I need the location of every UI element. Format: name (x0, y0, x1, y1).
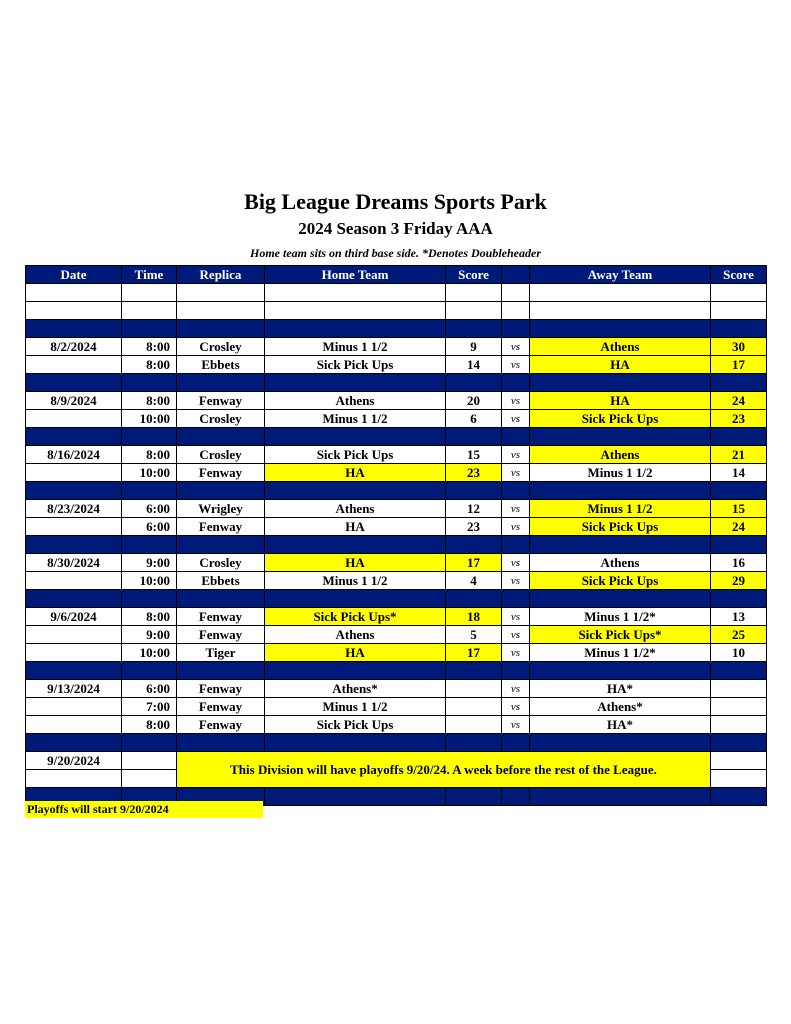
game-row (26, 698, 767, 716)
empty-cell (122, 284, 177, 302)
col-home-team: Home Team (265, 266, 446, 284)
game-field: Fenway (177, 464, 265, 482)
game-time: 9:00 (122, 554, 177, 572)
vs-label: vs (502, 554, 530, 572)
game-date: 9/13/2024 (26, 680, 122, 698)
empty-cell (26, 302, 122, 320)
empty-cell (177, 734, 265, 752)
empty-cell (265, 302, 446, 320)
away-team: Athens (530, 338, 711, 356)
game-row (26, 626, 767, 644)
game-field: Crosley (177, 446, 265, 464)
empty-cell (502, 590, 530, 608)
schedule-note: Home team sits on third base side. *Denotes Doubleheader (250, 246, 541, 260)
empty-cell (122, 752, 177, 770)
empty-cell (502, 374, 530, 392)
empty-cell (446, 284, 502, 302)
vs-label: vs (502, 626, 530, 644)
game-field: Fenway (177, 518, 265, 536)
away-team: Minus 1 1/2* (530, 644, 711, 662)
game-field: Crosley (177, 410, 265, 428)
game-date: 8/9/2024 (26, 392, 122, 410)
game-date: 8/30/2024 (26, 554, 122, 572)
empty-cell (265, 536, 446, 554)
away-score: 15 (711, 500, 767, 518)
game-date: 8/16/2024 (26, 446, 122, 464)
vs-label: vs (502, 356, 530, 374)
blank-row (26, 284, 767, 302)
playoff-row (26, 752, 767, 770)
away-score: 10 (711, 644, 767, 662)
game-row (26, 644, 767, 662)
separator-row (26, 590, 767, 608)
game-time: 7:00 (122, 698, 177, 716)
game-time: 6:00 (122, 500, 177, 518)
playoff-message: This Division will have playoffs 9/20/24. A week before the rest of the League. (177, 752, 711, 788)
empty-cell (177, 302, 265, 320)
empty-cell (122, 302, 177, 320)
home-team: Sick Pick Ups (265, 356, 446, 374)
home-score: 23 (446, 464, 502, 482)
game-field: Tiger (177, 644, 265, 662)
page-title: Big League Dreams Sports Park (244, 189, 547, 214)
empty-cell (530, 734, 711, 752)
game-field: Crosley (177, 554, 265, 572)
col-away-team: Away Team (530, 266, 711, 284)
empty-cell (502, 536, 530, 554)
away-team: Sick Pick Ups (530, 572, 711, 590)
game-time: 8:00 (122, 338, 177, 356)
header-row (26, 266, 767, 284)
game-row (26, 572, 767, 590)
home-score: 20 (446, 392, 502, 410)
separator-row (26, 320, 767, 338)
vs-label: vs (502, 608, 530, 626)
empty-cell (26, 734, 122, 752)
empty-cell (177, 536, 265, 554)
away-score: 13 (711, 608, 767, 626)
playoffs-note: Playoffs will start 9/20/2024 (25, 801, 263, 818)
game-row (26, 338, 767, 356)
empty-cell (711, 536, 767, 554)
empty-cell (711, 428, 767, 446)
empty-cell (530, 482, 711, 500)
empty-cell (122, 590, 177, 608)
empty-cell (711, 482, 767, 500)
game-time: 6:00 (122, 680, 177, 698)
vs-label: vs (502, 572, 530, 590)
empty-cell (122, 536, 177, 554)
game-date (26, 356, 122, 374)
home-team: Minus 1 1/2 (265, 572, 446, 590)
away-score: 24 (711, 392, 767, 410)
empty-cell (711, 662, 767, 680)
home-team: Sick Pick Ups (265, 716, 446, 734)
game-row (26, 446, 767, 464)
away-score (711, 698, 767, 716)
empty-cell (122, 662, 177, 680)
empty-cell (446, 428, 502, 446)
game-date: 8/23/2024 (26, 500, 122, 518)
home-score: 17 (446, 554, 502, 572)
col-replica: Replica (177, 266, 265, 284)
col-away-score: Score (711, 266, 767, 284)
empty-cell (26, 428, 122, 446)
home-score: 23 (446, 518, 502, 536)
empty-cell (446, 536, 502, 554)
away-team: HA* (530, 716, 711, 734)
game-field: Fenway (177, 392, 265, 410)
game-time: 9:00 (122, 626, 177, 644)
away-team: Minus 1 1/2 (530, 500, 711, 518)
empty-cell (446, 734, 502, 752)
empty-cell (26, 590, 122, 608)
home-team: HA (265, 464, 446, 482)
empty-cell (530, 788, 711, 806)
empty-cell (26, 284, 122, 302)
empty-cell (122, 482, 177, 500)
game-row (26, 518, 767, 536)
game-time: 10:00 (122, 644, 177, 662)
empty-cell (122, 374, 177, 392)
empty-cell (265, 320, 446, 338)
separator-row (26, 734, 767, 752)
vs-label: vs (502, 500, 530, 518)
vs-label: vs (502, 518, 530, 536)
empty-cell (446, 482, 502, 500)
game-field: Crosley (177, 338, 265, 356)
home-team: Athens (265, 626, 446, 644)
game-date (26, 464, 122, 482)
home-score: 9 (446, 338, 502, 356)
away-team: Athens (530, 554, 711, 572)
empty-cell (711, 752, 767, 770)
empty-cell (26, 482, 122, 500)
vs-label: vs (502, 698, 530, 716)
empty-cell (26, 320, 122, 338)
game-row (26, 716, 767, 734)
blank-row (26, 302, 767, 320)
away-team: Minus 1 1/2* (530, 608, 711, 626)
away-score: 30 (711, 338, 767, 356)
game-row (26, 608, 767, 626)
home-team: Athens* (265, 680, 446, 698)
home-score: 12 (446, 500, 502, 518)
empty-cell (177, 662, 265, 680)
empty-cell (446, 374, 502, 392)
empty-cell (502, 788, 530, 806)
empty-cell (177, 320, 265, 338)
empty-cell (502, 320, 530, 338)
separator-row (26, 536, 767, 554)
game-row (26, 464, 767, 482)
vs-label: vs (502, 410, 530, 428)
empty-cell (711, 590, 767, 608)
away-score: 23 (711, 410, 767, 428)
empty-cell (26, 536, 122, 554)
away-team: Athens* (530, 698, 711, 716)
game-row (26, 500, 767, 518)
game-time: 8:00 (122, 608, 177, 626)
empty-cell (265, 284, 446, 302)
empty-cell (711, 302, 767, 320)
empty-cell (530, 302, 711, 320)
vs-label: vs (502, 644, 530, 662)
away-score: 14 (711, 464, 767, 482)
empty-cell (177, 374, 265, 392)
empty-cell (530, 374, 711, 392)
home-score: 18 (446, 608, 502, 626)
empty-cell (177, 482, 265, 500)
game-time: 8:00 (122, 356, 177, 374)
separator-row (26, 428, 767, 446)
game-date (26, 572, 122, 590)
empty-cell (711, 770, 767, 788)
empty-cell (502, 482, 530, 500)
game-field: Fenway (177, 716, 265, 734)
home-score (446, 680, 502, 698)
empty-cell (446, 788, 502, 806)
empty-cell (26, 770, 122, 788)
schedule-table (25, 265, 767, 806)
home-team: Sick Pick Ups* (265, 608, 446, 626)
home-team: Athens (265, 500, 446, 518)
empty-cell (530, 320, 711, 338)
empty-cell (530, 536, 711, 554)
game-field: Wrigley (177, 500, 265, 518)
game-row (26, 554, 767, 572)
empty-cell (177, 428, 265, 446)
game-field: Fenway (177, 698, 265, 716)
game-field: Ebbets (177, 572, 265, 590)
separator-row (26, 374, 767, 392)
home-team: Minus 1 1/2 (265, 698, 446, 716)
empty-cell (265, 428, 446, 446)
empty-cell (122, 428, 177, 446)
away-score: 21 (711, 446, 767, 464)
game-time: 8:00 (122, 446, 177, 464)
home-team: HA (265, 554, 446, 572)
home-score: 14 (446, 356, 502, 374)
empty-cell (502, 302, 530, 320)
away-score: 25 (711, 626, 767, 644)
home-score: 6 (446, 410, 502, 428)
away-score: 17 (711, 356, 767, 374)
game-date (26, 716, 122, 734)
empty-cell (530, 428, 711, 446)
home-team: HA (265, 518, 446, 536)
empty-cell (711, 320, 767, 338)
empty-cell (502, 284, 530, 302)
empty-cell (711, 284, 767, 302)
home-score: 15 (446, 446, 502, 464)
vs-label: vs (502, 446, 530, 464)
empty-cell (177, 590, 265, 608)
home-score: 5 (446, 626, 502, 644)
away-team: Minus 1 1/2 (530, 464, 711, 482)
game-field: Fenway (177, 608, 265, 626)
away-team: Sick Pick Ups (530, 518, 711, 536)
game-date (26, 698, 122, 716)
away-team: Sick Pick Ups* (530, 626, 711, 644)
game-date (26, 410, 122, 428)
game-row (26, 392, 767, 410)
game-time: 10:00 (122, 464, 177, 482)
empty-cell (711, 734, 767, 752)
away-score: 16 (711, 554, 767, 572)
home-score (446, 716, 502, 734)
empty-cell (265, 374, 446, 392)
away-team: HA* (530, 680, 711, 698)
game-time: 10:00 (122, 410, 177, 428)
col-date: Date (26, 266, 122, 284)
empty-cell (502, 428, 530, 446)
empty-cell (446, 320, 502, 338)
home-score: 17 (446, 644, 502, 662)
empty-cell (530, 284, 711, 302)
empty-cell (711, 374, 767, 392)
away-score: 29 (711, 572, 767, 590)
empty-cell (502, 662, 530, 680)
vs-label: vs (502, 392, 530, 410)
away-team: Athens (530, 446, 711, 464)
empty-cell (530, 662, 711, 680)
empty-cell (446, 302, 502, 320)
away-team: HA (530, 356, 711, 374)
game-field: Fenway (177, 626, 265, 644)
empty-cell (446, 590, 502, 608)
empty-cell (265, 788, 446, 806)
empty-cell (26, 662, 122, 680)
home-team: Sick Pick Ups (265, 446, 446, 464)
empty-cell (711, 788, 767, 806)
col-vs (502, 266, 530, 284)
away-score (711, 680, 767, 698)
col-home-score: Score (446, 266, 502, 284)
home-score (446, 698, 502, 716)
game-date: 9/6/2024 (26, 608, 122, 626)
col-time: Time (122, 266, 177, 284)
vs-label: vs (502, 338, 530, 356)
game-time: 8:00 (122, 392, 177, 410)
game-time: 10:00 (122, 572, 177, 590)
empty-cell (122, 734, 177, 752)
empty-cell (446, 662, 502, 680)
schedule-body (26, 284, 767, 806)
away-score: 24 (711, 518, 767, 536)
vs-label: vs (502, 680, 530, 698)
game-row (26, 680, 767, 698)
home-score: 4 (446, 572, 502, 590)
game-row (26, 356, 767, 374)
game-time: 8:00 (122, 716, 177, 734)
game-date (26, 518, 122, 536)
empty-cell (265, 734, 446, 752)
game-date: 9/20/2024 (26, 752, 122, 770)
empty-cell (26, 374, 122, 392)
game-time: 6:00 (122, 518, 177, 536)
vs-label: vs (502, 464, 530, 482)
empty-cell (177, 284, 265, 302)
home-team: Minus 1 1/2 (265, 338, 446, 356)
empty-cell (265, 482, 446, 500)
empty-cell (122, 320, 177, 338)
empty-cell (265, 662, 446, 680)
page-subtitle: 2024 Season 3 Friday AAA (298, 219, 493, 238)
away-team: HA (530, 392, 711, 410)
game-row (26, 410, 767, 428)
vs-label: vs (502, 716, 530, 734)
game-date (26, 626, 122, 644)
away-score (711, 716, 767, 734)
empty-cell (502, 734, 530, 752)
home-team: Athens (265, 392, 446, 410)
empty-cell (122, 770, 177, 788)
game-date: 8/2/2024 (26, 338, 122, 356)
game-date (26, 644, 122, 662)
empty-cell (265, 590, 446, 608)
separator-row (26, 662, 767, 680)
game-field: Ebbets (177, 356, 265, 374)
game-field: Fenway (177, 680, 265, 698)
home-team: HA (265, 644, 446, 662)
home-team: Minus 1 1/2 (265, 410, 446, 428)
separator-row (26, 482, 767, 500)
empty-cell (530, 590, 711, 608)
away-team: Sick Pick Ups (530, 410, 711, 428)
